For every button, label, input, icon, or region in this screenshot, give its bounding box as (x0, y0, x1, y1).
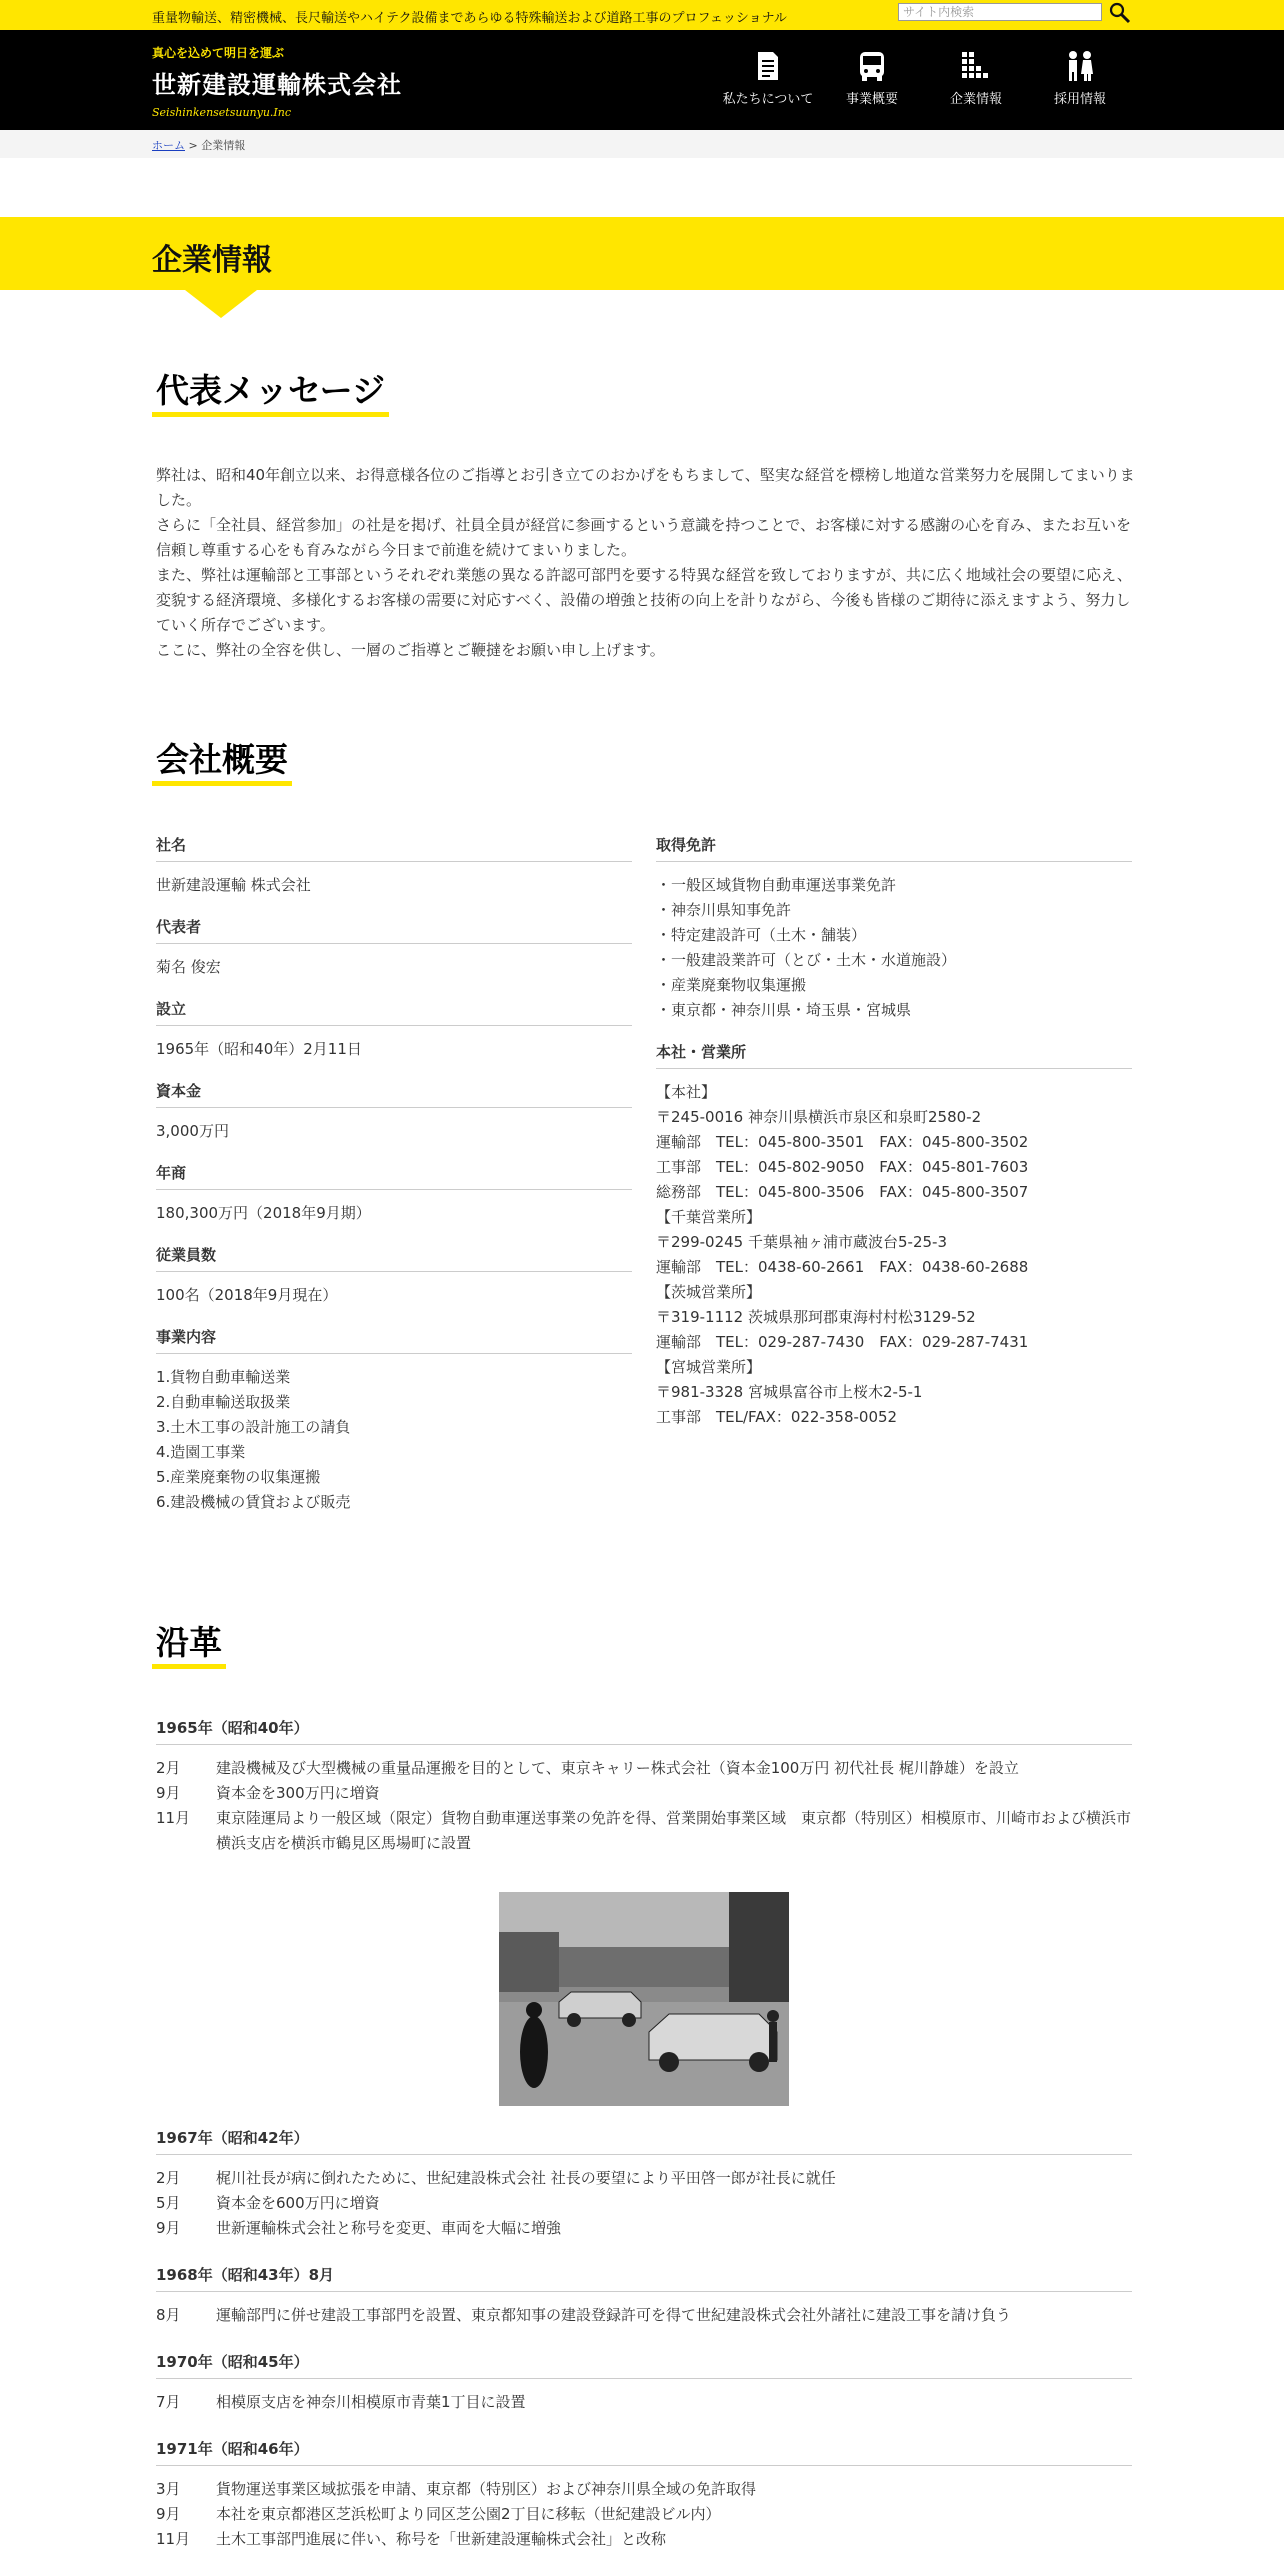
history-event-row (156, 2477, 1132, 2502)
overview-value-line: 【茨城営業所】 (656, 1283, 762, 1301)
ceo-message (156, 463, 1136, 663)
history-year-block (156, 2344, 1132, 2431)
history-event-month: 11月 (156, 2530, 191, 2548)
search-input[interactable] (898, 3, 1102, 21)
overview-item-label: 本社・営業所 (656, 1037, 1132, 1069)
message-heading: 代表メッセージ (152, 372, 389, 417)
overview-value-line: 2.自動車輸送取扱業 (156, 1393, 291, 1411)
overview-item-label: 事業内容 (156, 1322, 632, 1354)
overview-item (656, 830, 1132, 1037)
overview-item-value (656, 1069, 1132, 1444)
overview-value-line: 5.産業廃棄物の収集運搬 (156, 1468, 321, 1486)
overview-value-line: 世新建設運輸 株式会社 (156, 876, 311, 894)
history-event-month: 2月 (156, 1759, 181, 1777)
building-icon (961, 50, 991, 82)
nav-label: 企業情報 (949, 92, 1002, 107)
overview-value-line: 工事部 TEL：045-802-9050 FAX：045-801-7603 (656, 1158, 1029, 1176)
page-title-band (0, 217, 1284, 290)
overview-value-line: 【千葉営業所】 (656, 1208, 762, 1226)
history-event-text: 世新運輸株式会社と称号を変更、車両を大幅に増強 (216, 2219, 562, 2237)
nav-label: 採用情報 (1053, 92, 1106, 107)
logo-company-roman: Seishinkensetsuunyu.Inc (152, 106, 292, 119)
message-paragraph: また、弊社は運輸部と工事部というそれぞれ業態の異なる許認可部門を要する特異な経営を致しておりますが、共に広く地域社会の要望に応え、変貌する経済環境、多様化するお客様の需要に対応すべく、設備の増強と技術の向上を計りながら、今後も皆様のご期待に添えますよう、努力していく所存でございます。 (156, 566, 1132, 634)
overview-value-line: ・特定建設許可（土木・舗装） (656, 926, 867, 944)
overview-item-label: 資本金 (156, 1076, 632, 1108)
history-event-month: 11月 (156, 1809, 191, 1827)
history-event-text: 運輸部門に併せ建設工事部門を設置、東京都知事の建設登録許可を得て世紀建設株式会社外諸社に建設工事を請け負う (216, 2306, 1012, 2324)
history-event-text: 本社を東京都港区芝浜松町より同区芝公園2丁目に移転（世紀建設ビル内） (216, 2505, 721, 2523)
overview-item-label: 代表者 (156, 912, 632, 944)
overview-value-line: 〒245-0016 神奈川県横浜市泉区和泉町2580-2 (656, 1108, 982, 1126)
overview-item-value (156, 862, 632, 912)
overview-item-label: 設立 (156, 994, 632, 1026)
overview-item (156, 830, 632, 912)
history-event-text: 土木工事部門進展に伴い、称号を「世新建設運輸株式会社」と改称 (216, 2530, 667, 2548)
overview-value-line: 6.建設機械の賃貸および販売 (156, 1493, 351, 1511)
overview-item (156, 1322, 632, 1529)
overview-value-line: 総務部 TEL：045-800-3506 FAX：045-800-3507 (656, 1183, 1029, 1201)
overview-value-line: 100名（2018年9月現在） (156, 1286, 338, 1304)
overview-value-line: 180,300万円（2018年9月期） (156, 1204, 371, 1222)
overview-value-line: 運輸部 TEL：045-800-3501 FAX：045-800-3502 (656, 1133, 1029, 1151)
overview-value-line: 4.造園工事業 (156, 1443, 246, 1461)
overview-item-label: 従業員数 (156, 1240, 632, 1272)
overview-item-value (156, 1026, 632, 1076)
people-icon (1064, 50, 1096, 82)
nav-item-about[interactable] (716, 30, 820, 130)
history-event-text: 資本金を300万円に増資 (216, 1784, 380, 1802)
history-event-row (156, 1781, 1132, 1806)
site-header (0, 30, 1284, 130)
history-event-text: 梶川社長が病に倒れたために、世紀建設株式会社 社長の要望により平田啓一郎が社長に就任 (216, 2169, 836, 2187)
overview-value-line: 1965年（昭和40年）2月11日 (156, 1040, 362, 1058)
history-year-block (156, 1710, 1132, 2106)
overview-value-line: 〒981-3328 宮城県富谷市上桜木2-5-1 (656, 1383, 923, 1401)
history-event-row (156, 2303, 1132, 2328)
history-photo (499, 1892, 789, 2106)
bus-icon (858, 50, 886, 82)
overview-value-line: 運輸部 TEL：029-287-7430 FAX：029-287-7431 (656, 1333, 1029, 1351)
overview-value-line: ・産業廃棄物収集運搬 (656, 976, 807, 994)
history-year: 1968年（昭和43年）8月 (156, 2257, 1132, 2292)
search-icon[interactable] (1108, 1, 1132, 25)
breadcrumb (0, 130, 1284, 158)
history-event-row (156, 2216, 1132, 2241)
breadcrumb-current: 企業情報 (201, 139, 246, 152)
breadcrumb-separator: > (185, 139, 202, 152)
history-event-row (156, 1756, 1132, 1781)
history-year-block (156, 2431, 1132, 2568)
overview-value-line: 工事部 TEL/FAX：022-358-0052 (656, 1408, 898, 1426)
logo-slogan: 真心を込めて明日を運ぶ (152, 46, 285, 60)
overview-left-column (156, 830, 632, 1529)
overview-item-label: 年商 (156, 1158, 632, 1190)
history-list (156, 1710, 1132, 2568)
overview-value-line: 運輸部 TEL：0438-60-2661 FAX：0438-60-2688 (656, 1258, 1029, 1276)
history-event-row (156, 2527, 1132, 2552)
history-year-block (156, 2257, 1132, 2344)
history-event-month: 8月 (156, 2306, 181, 2324)
history-year: 1971年（昭和46年） (156, 2431, 1132, 2466)
history-event-text: 貨物運送事業区域拡張を申請、東京都（特別区）および神奈川県全域の免許取得 (216, 2480, 757, 2498)
history-event-month: 7月 (156, 2393, 181, 2411)
message-paragraph: ここに、弊社の全容を供し、一層のご指導とご鞭撻をお願い申し上げます。 (156, 641, 665, 659)
overview-item-value (156, 1108, 632, 1158)
overview-value-line: 〒299-0245 千葉県袖ヶ浦市蔵波台5-25-3 (656, 1233, 947, 1251)
overview-value-line: ・東京都・神奈川県・埼玉県・宮城県 (656, 1001, 912, 1019)
history-event-row (156, 2502, 1132, 2527)
tagline: 重量物輸送、精密機械、長尺輸送やハイテク設備まであらゆる特殊輸送および道路工事のプロフェッショナル (152, 11, 787, 26)
overview-value-line: 3,000万円 (156, 1122, 229, 1140)
history-event-row (156, 2390, 1132, 2415)
message-paragraph: さらに「全社員、経営参加」の社是を掲げ、社員全員が経営に参画するという意識を持つことで、お客様に対する感謝の心を育み、またお互いを信頼し尊重する心をも育みながら今日まで前進を続けてまいりました。 (156, 516, 1132, 559)
overview-value-line: ・一般建設業許可（とび・土木・水道施設） (656, 951, 957, 969)
history-event-text: 東京陸運局より一般区域（限定）貨物自動車運送事業の免許を得、営業開始事業区域 東京都（特別区）相模原市、川崎市および横浜市横浜支店を横浜市鶴見区馬場町に設置 (216, 1809, 1132, 1852)
history-event-month: 3月 (156, 2480, 181, 2498)
history-heading: 沿革 (152, 1624, 226, 1669)
history-event-month: 9月 (156, 2505, 181, 2523)
nav-label: 私たちについて (722, 92, 814, 107)
overview-item (156, 1158, 632, 1240)
overview-value-line: 1.貨物自動車輸送業 (156, 1368, 291, 1386)
page-title: 企業情報 (152, 243, 272, 278)
history-events (156, 2292, 1132, 2344)
overview-item-value (156, 944, 632, 994)
history-event-text: 資本金を600万円に増資 (216, 2194, 380, 2212)
history-event-row (156, 1806, 1132, 1856)
overview-item-value (656, 862, 1132, 1037)
history-event-month: 5月 (156, 2194, 181, 2212)
history-events (156, 2379, 1132, 2431)
site-logo[interactable] (152, 44, 402, 119)
history-event-text: 相模原支店を神奈川相模原市青葉1丁目に設置 (216, 2393, 526, 2411)
overview-item-value (156, 1272, 632, 1322)
nav-item-business[interactable] (820, 30, 924, 130)
overview-item-label: 取得免許 (656, 830, 1132, 862)
history-event-month: 9月 (156, 1784, 181, 1802)
overview-value-line: 【宮城営業所】 (656, 1358, 762, 1376)
history-year: 1965年（昭和40年） (156, 1710, 1132, 1745)
nav-item-recruit[interactable] (1028, 30, 1132, 130)
global-nav (716, 30, 1132, 130)
nav-item-company[interactable] (924, 30, 1028, 130)
history-events (156, 2466, 1132, 2568)
overview-value-line: 〒319-1112 茨城県那珂郡東海村村松3129-52 (656, 1308, 976, 1326)
overview-value-line: 【本社】 (656, 1083, 717, 1101)
overview-value-line: ・神奈川県知事免許 (656, 901, 792, 919)
overview-right-column (656, 830, 1132, 1444)
history-event-month: 2月 (156, 2169, 181, 2187)
history-event-month: 9月 (156, 2219, 181, 2237)
overview-item (156, 1240, 632, 1322)
history-events (156, 2155, 1132, 2257)
history-events (156, 1745, 1132, 1872)
overview-item-value (156, 1190, 632, 1240)
overview-item (156, 912, 632, 994)
overview-item (156, 994, 632, 1076)
overview-item (156, 1076, 632, 1158)
history-event-text: 建設機械及び大型機械の重量品運搬を目的として、東京キャリー株式会社（資本金100万円 初代社長 梶川静雄）を設立 (216, 1759, 1019, 1777)
overview-value-line: 3.土木工事の設計施工の請負 (156, 1418, 351, 1436)
document-icon (755, 50, 781, 82)
overview-value-line: ・一般区域貨物自動車運送事業免許 (656, 876, 897, 894)
overview-heading: 会社概要 (152, 741, 292, 786)
history-year: 1967年（昭和42年） (156, 2120, 1132, 2155)
history-event-row (156, 2191, 1132, 2216)
breadcrumb-home-link[interactable]: ホーム (152, 139, 185, 152)
history-year-block (156, 2120, 1132, 2257)
history-event-row (156, 2166, 1132, 2191)
title-band-arrow (185, 290, 257, 318)
logo-company-name: 世新建設運輸株式会社 (152, 70, 402, 99)
overview-item-label: 社名 (156, 830, 632, 862)
top-bar (0, 0, 1284, 30)
message-paragraph: 弊社は、昭和40年創立以来、お得意様各位のご指導とお引き立てのおかげをもちまして、堅実な経営を標榜し地道な営業努力を展開してまいりました。 (156, 466, 1135, 509)
nav-label: 事業概要 (845, 92, 898, 107)
overview-item (656, 1037, 1132, 1444)
overview-value-line: 菊名 俊宏 (156, 958, 221, 976)
overview-item-value (156, 1354, 632, 1529)
history-year: 1970年（昭和45年） (156, 2344, 1132, 2379)
